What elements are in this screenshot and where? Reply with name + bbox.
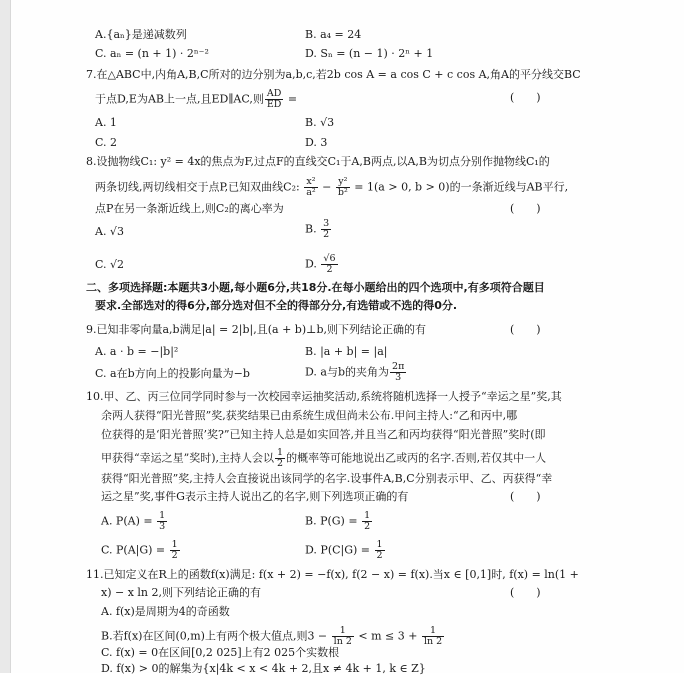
q11-option-b-frac2 [422, 626, 444, 647]
q11-option-b-num1: 1 [332, 626, 354, 637]
q8-frac-x [304, 177, 317, 198]
q8-stem-line3: 点P在另一条渐近线上,则C₂的离心率为 [95, 202, 284, 215]
q10-option-c-num: 1 [171, 539, 178, 550]
q10-stem-line3: 位获得的是‘阳光普照’奖?”已知主持人总是如实回答,并且当乙和丙均获得“阳光普照”奖时(即 [101, 428, 546, 441]
q10-option-c-frac [170, 540, 180, 561]
q11-option-b-num2: 1 [422, 626, 444, 637]
q8-frac-x-den: a² [306, 187, 316, 198]
q7-option-b: B. √3 [305, 116, 335, 129]
page-edge-shadow [0, 0, 11, 673]
q10-option-d-den: 2 [376, 550, 383, 561]
q10-option-d-num: 1 [376, 539, 383, 550]
prev-option-d: D. Sₙ = (n − 1) · 2ⁿ + 1 [305, 47, 434, 60]
q9-option-d [305, 362, 407, 383]
q9-option-c: C. a在b方向上的投影向量为−b [95, 367, 250, 380]
q8-option-d-frac [321, 254, 337, 275]
q8-stem-line2 [95, 177, 568, 198]
prev-option-b: B. a₄ = 24 [305, 28, 362, 41]
q8-option-b-label: B. [305, 222, 321, 236]
q10-option-a-label: A. P(A) = [101, 514, 157, 528]
q11-option-b-label: B.若f(x)在区间(0,m)上有两个极大值点,则3 − [101, 629, 331, 643]
q10-stem-line4 [101, 448, 546, 469]
q8-option-b-den: 2 [323, 229, 330, 240]
q7-fraction [265, 89, 284, 110]
q7-eq: = [284, 92, 298, 106]
q7-answer-blank[interactable]: ( ) [510, 91, 541, 104]
q10-option-a-den: 3 [159, 521, 166, 532]
q10-answer-blank[interactable]: ( ) [510, 490, 541, 503]
q10-option-b-frac [362, 511, 372, 532]
q10-stem-line2: 余两人获得“阳光普照”奖,获奖结果已由系统生成但尚未公布.甲问主持人:“乙和丙中,哪 [101, 409, 518, 422]
q7-option-c: C. 2 [95, 136, 118, 149]
q8-frac-y [336, 177, 350, 198]
q9-answer-blank[interactable]: ( ) [510, 323, 541, 336]
q10-option-b [305, 511, 373, 532]
q8-answer-blank[interactable]: ( ) [510, 202, 541, 215]
q8-minus: − [318, 180, 335, 194]
q10-line4-frac [275, 448, 285, 469]
q7-frac-den: ED [266, 99, 282, 110]
q10-option-c [101, 540, 181, 561]
q7-text: 于点D,E为AB上一点,且ED∥AC,则 [95, 92, 264, 106]
q10-stem-line5: 获得“阳光普照”奖,主持人会直接说出该同学的名字.设事件A,B,C分别表示甲、乙、丙获得“幸 [101, 472, 553, 485]
q9-option-d-label: D. a与b的夹角为 [305, 365, 390, 379]
q10-option-c-den: 2 [171, 550, 178, 561]
prev-option-a: A.{aₙ}是递减数列 [95, 28, 187, 41]
q9-option-d-num: 2π [392, 361, 405, 372]
q8-text-b: = 1(a > 0, b > 0)的一条渐近线与AB平行, [350, 180, 569, 194]
q11-stem-line1: 11.已知定义在R上的函数f(x)满足: f(x + 2) = −f(x), f(2 − x) = f(x).当x ∈ [0,1]时, f(x) = ln(1 + [86, 568, 579, 581]
q7-option-d: D. 3 [305, 136, 328, 149]
q8-stem-line1: 8.设抛物线C₁: y² = 4x的焦点为F,过点F的直线交C₁于A,B两点,以A,B为切点分别作抛物线C₁的 [86, 155, 550, 168]
q11-option-c: C. f(x) = 0在区间[0,2 025]上有2 025个实数根 [101, 646, 340, 659]
q9-option-d-frac [390, 362, 406, 383]
q11-stem-line2: x) − x ln 2,则下列结论正确的有 [101, 586, 261, 599]
q11-option-b [101, 626, 445, 647]
prev-option-c: C. aₙ = (n + 1) · 2ⁿ⁻² [95, 47, 209, 60]
q10-line4-num: 1 [277, 447, 284, 458]
q9-stem: 9.已知非零向量a,b满足|a| = 2|b|,且(a + b)⊥b,则下列结论正确的有 [86, 323, 426, 336]
section2-heading-line2: 要求.全部选对的得6分,部分选对但不全的得部分分,有选错或不选的得0分. [95, 299, 458, 312]
q8-option-b-frac [321, 219, 331, 240]
q9-option-b: B. |a + b| = |a| [305, 345, 388, 358]
q10-option-b-label: B. P(G) = [305, 514, 362, 528]
q8-option-d [305, 254, 339, 275]
q11-option-d: D. f(x) > 0的解集为{x|4k < x < 4k + 2,且x ≠ 4k + 1, k ∈ Z} [101, 662, 426, 675]
q8-option-a: A. √3 [95, 225, 124, 238]
q11-option-b-frac1 [332, 626, 354, 647]
q9-option-d-den: 3 [395, 372, 402, 383]
q10-option-c-label: C. P(A|G) = [101, 543, 169, 557]
q10-stem-line1: 10.甲、乙、丙三位同学同时参与一次校园幸运抽奖活动,系统将随机选择一人授予“幸运之星”奖,其 [86, 390, 562, 403]
q8-frac-y-den: b² [337, 187, 348, 198]
q10-option-b-num: 1 [364, 510, 371, 521]
q10-option-d-frac [375, 540, 385, 561]
q10-option-d-label: D. P(C|G) = [305, 543, 374, 557]
q11-option-b-den2: ln 2 [423, 636, 443, 647]
q10-option-b-den: 2 [364, 521, 371, 532]
q7-stem-line1: 7.在△ABC中,内角A,B,C所对的边分别为a,b,c,若2b cos A = a cos C + c cos A,角A的平分线交BC [86, 68, 581, 81]
q8-text-a: 两条切线,两切线相交于点P,已知双曲线C₂: [95, 180, 304, 194]
q8-frac-y-num: y² [336, 177, 350, 188]
q11-option-a: A. f(x)是周期为4的奇函数 [101, 605, 230, 618]
q7-stem-line2 [95, 89, 297, 110]
q8-option-d-den: 2 [326, 264, 333, 275]
q10-option-a-frac [157, 511, 167, 532]
q10-line4-den: 2 [277, 458, 284, 469]
q8-option-c: C. √2 [95, 258, 125, 271]
q8-option-d-num: √6 [323, 253, 336, 264]
q11-option-b-den1: ln 2 [333, 636, 352, 647]
q10-line4-a: 甲获得“幸运之星”奖时),主持人会以 [101, 451, 275, 465]
q10-option-a [101, 511, 168, 532]
section2-heading-line1: 二、多项选择题:本题共3小题,每小题6分,共18分.在每小题给出的四个选项中,有多项符合题目 [86, 281, 545, 294]
q10-line4-b: 的概率等可能地说出乙或丙的名字.否则,若仅其中一人 [286, 451, 547, 465]
q9-option-a: A. a · b = −|b|² [95, 345, 179, 358]
q7-option-a: A. 1 [95, 116, 117, 129]
q10-option-d [305, 540, 386, 561]
q11-option-b-mid: < m ≤ 3 + [354, 629, 421, 643]
q7-frac-num: AD [265, 89, 284, 100]
q8-option-b-num: 3 [323, 218, 330, 229]
q8-option-d-label: D. [305, 257, 321, 271]
q8-option-b [305, 219, 332, 240]
q8-frac-x-num: x² [304, 177, 317, 188]
q10-option-a-num: 1 [159, 510, 166, 521]
q11-answer-blank[interactable]: ( ) [510, 586, 541, 599]
q10-stem-line6: 运之星”奖,事件G表示主持人说出乙的名字,则下列选项正确的有 [101, 490, 409, 503]
